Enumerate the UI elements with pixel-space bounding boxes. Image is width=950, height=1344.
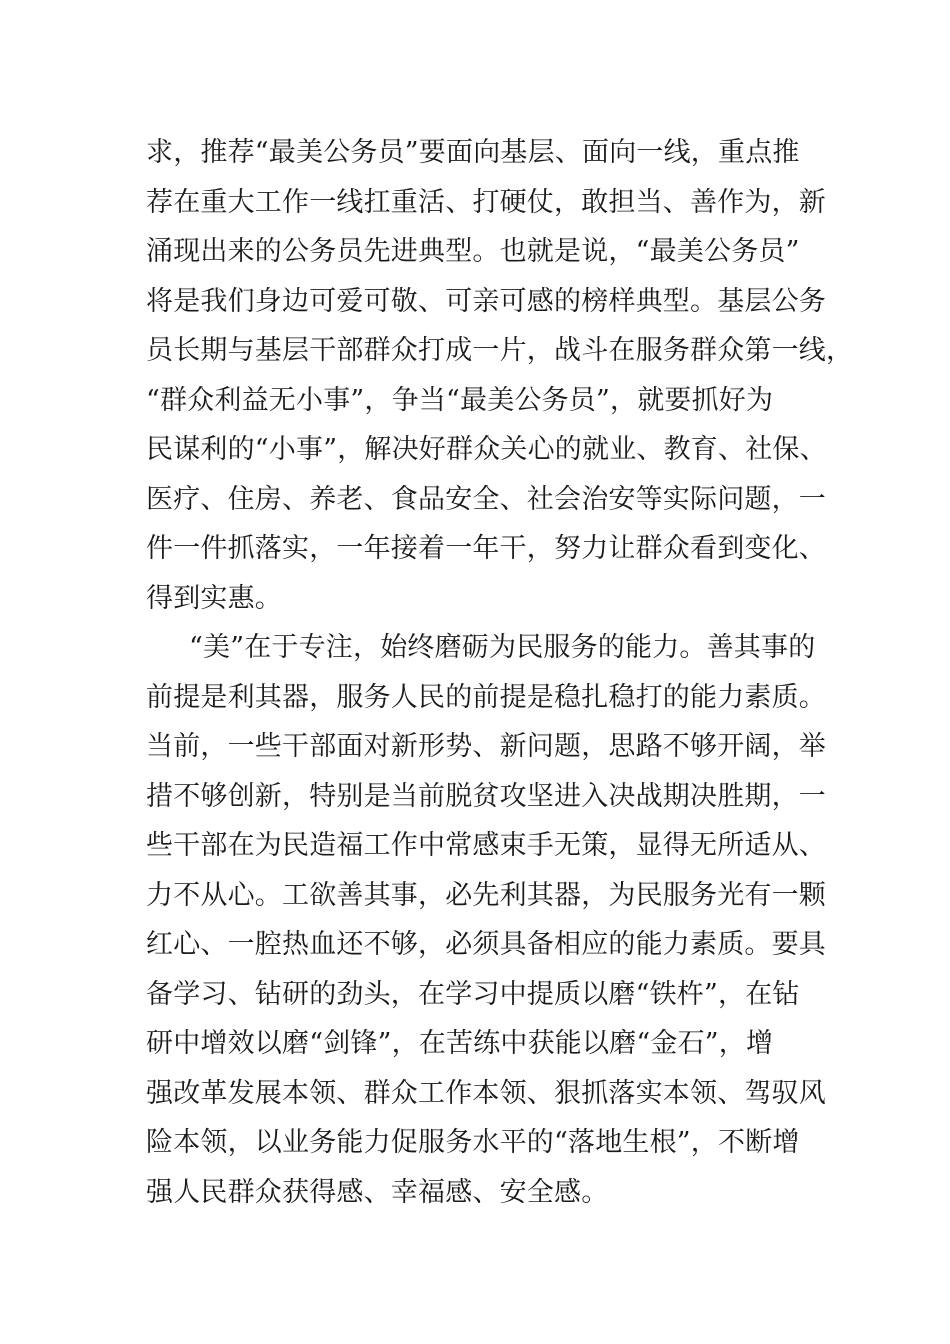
text-line: 些干部在为民造福工作中常感束手无策，显得无所适从、	[146, 830, 826, 861]
text-line: 件一件抓落实，一年接着一年干，努力让群众看到变化、	[146, 533, 826, 564]
text-line: 得到实惠。	[146, 582, 282, 614]
text-line: 涌现出来的公务员先进典型。也就是说，“最美公务员”	[146, 236, 800, 267]
text-line: 措不够创新，特别是当前脱贫攻坚进入决战期决胜期，一	[146, 780, 826, 812]
text-line: “群众利益无小事”，争当“最美公务员”，就要抓好为	[146, 384, 774, 416]
text-line: 红心、一腔热血还不够，必须具备相应的能力素质。要具	[146, 929, 826, 960]
text-line: 研中增效以磨“剑锋”，在苦练中获能以磨“金石”，增	[146, 1028, 774, 1059]
text-line: 强改革发展本领、群众工作本领、狠抓落实本领、驾驭风	[146, 1077, 826, 1109]
text-line: 力不从心。工欲善其事，必先利其器，为民服务光有一颗	[146, 879, 826, 911]
text-line: 员长期与基层干部群众打成一片，战斗在服务群众第一线，	[146, 335, 854, 366]
paragraph-1	[146, 128, 854, 623]
text-line: 备学习、钻研的劲头，在学习中提质以磨“铁杵”，在钻	[146, 978, 800, 1010]
text-line: 民谋利的“小事”，解决好群众关心的就业、教育、社保、	[146, 434, 827, 465]
text-line: 将是我们身边可爱可敬、可亲可感的榜样典型。基层公务	[146, 285, 826, 317]
text-line: 荐在重大工作一线扛重活、打硬仗，敢担当、善作为，新	[146, 186, 826, 218]
text-line: 前提是利其器，服务人民的前提是稳扎稳打的能力素质。	[146, 681, 826, 713]
text-line: 强人民群众获得感、幸福感、安全感。	[146, 1176, 609, 1208]
text-line: 险本领，以业务能力促服务水平的“落地生根”，不断增	[146, 1127, 800, 1158]
text-line: 求，推荐“最美公务员”要面向基层、面向一线，重点推	[146, 137, 800, 168]
text-line: 医疗、住房、养老、食品安全、社会治安等实际问题，一	[146, 483, 826, 515]
document-body	[146, 128, 854, 1217]
paragraph-2	[146, 623, 826, 1217]
text-line: 当前，一些干部面对新形势、新问题，思路不够开阔，举	[146, 731, 826, 762]
text-line: “美”在于专注，始终磨砺为民服务的能力。善其事的	[189, 632, 816, 663]
